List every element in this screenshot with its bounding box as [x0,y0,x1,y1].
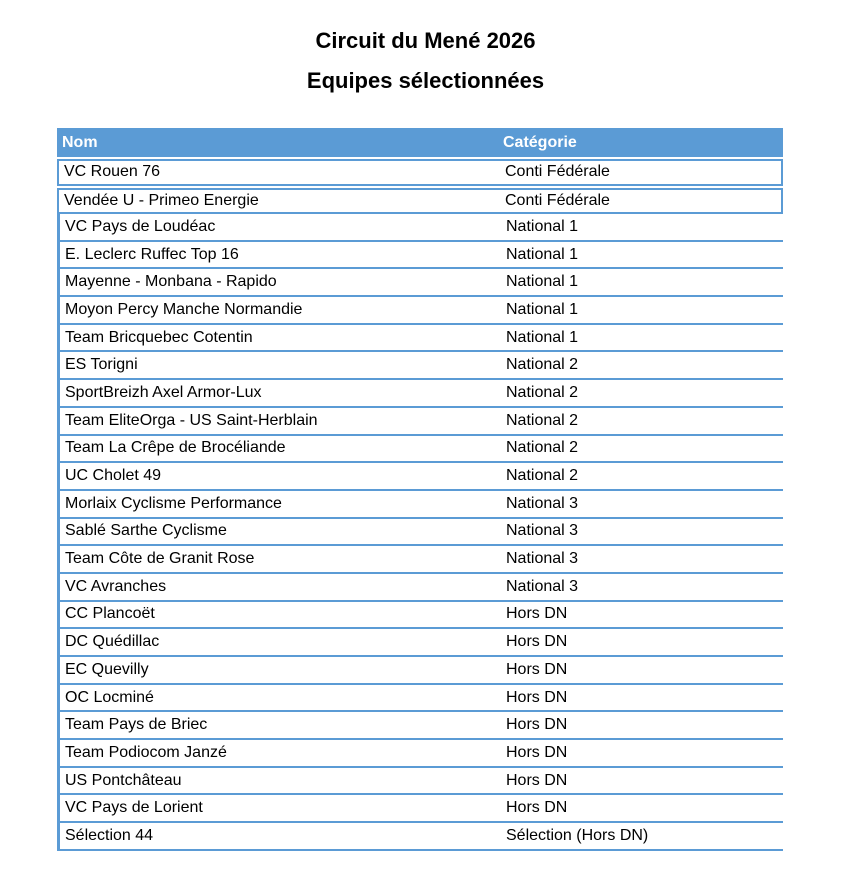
cell-categorie: Hors DN [506,633,568,651]
cell-nom: Team La Crêpe de Brocéliande [65,439,286,457]
cell-categorie: National 1 [506,328,579,346]
cell-nom: OC Locminé [65,688,154,706]
table-row [57,602,783,630]
table-row [57,408,783,436]
table-row [57,297,783,325]
cell-nom: US Pontchâteau [65,771,182,789]
cell-nom: EC Quevilly [65,660,149,678]
cell-categorie: Hors DN [506,605,568,623]
cell-categorie: National 3 [506,494,579,512]
cell-categorie: Conti Fédérale [505,163,610,181]
cell-nom: VC Pays de Loudéac [65,217,216,235]
table-row [57,436,783,464]
cell-nom: VC Rouen 76 [64,163,161,181]
header-nom: Nom [62,133,98,151]
cell-nom: Sablé Sarthe Cyclisme [65,522,227,540]
table-row [57,325,783,353]
cell-categorie: National 3 [506,550,579,568]
cell-categorie: National 1 [506,300,579,318]
cell-categorie: National 2 [506,411,579,429]
table-row [57,574,783,602]
table-row [57,823,783,851]
cell-nom: Mayenne - Monbana - Rapido [65,273,277,291]
cell-categorie: National 1 [506,273,579,291]
cell-nom: Sélection 44 [65,826,154,844]
cell-nom: CC Plancoët [65,605,155,623]
cell-nom: Team Podiocom Janzé [65,743,227,761]
cell-categorie: Hors DN [506,743,568,761]
cell-nom: SportBreizh Axel Armor-Lux [65,383,262,401]
cell-nom: UC Cholet 49 [65,467,162,485]
table-row [57,546,783,574]
cell-categorie: National 2 [506,383,579,401]
table-body [57,159,783,851]
cell-categorie: Sélection (Hors DN) [506,826,649,844]
table-row [57,269,783,297]
cell-nom: Moyon Percy Manche Normandie [65,300,303,318]
cell-categorie: Conti Fédérale [505,191,610,209]
table-row [57,214,783,242]
cell-categorie: National 2 [506,439,579,457]
table-row [57,242,783,270]
title-line-1: Circuit du Mené 2026 [315,28,536,53]
table-row [57,712,783,740]
table-row [57,629,783,657]
table-row [57,519,783,547]
table-row [57,188,783,215]
title-line-2: Equipes sélectionnées [306,68,545,93]
cell-categorie: National 3 [506,577,579,595]
cell-categorie: National 2 [506,356,579,374]
cell-nom: Team Bricquebec Cotentin [65,328,253,346]
cell-categorie: National 3 [506,522,579,540]
cell-nom: Morlaix Cyclisme Performance [65,494,282,512]
cell-categorie: Hors DN [506,660,568,678]
cell-nom: ES Torigni [65,356,138,374]
cell-nom: E. Leclerc Ruffec Top 16 [65,245,239,263]
table-row [57,380,783,408]
cell-categorie: National 1 [506,245,579,263]
cell-nom: VC Avranches [65,577,167,595]
table-row [57,159,783,186]
table-row [57,352,783,380]
cell-categorie: National 2 [506,467,579,485]
cell-nom: Team Pays de Briec [65,716,208,734]
cell-categorie: National 1 [506,217,579,235]
table-row [57,657,783,685]
table-header-row [57,128,783,157]
cell-nom: Team Côte de Granit Rose [65,550,255,568]
table-row [57,685,783,713]
page-title [0,21,851,101]
cell-categorie: Hors DN [506,771,568,789]
cell-nom: DC Quédillac [65,633,160,651]
header-categorie: Catégorie [503,133,577,151]
cell-categorie: Hors DN [506,799,568,817]
table-row [57,740,783,768]
table-row [57,463,783,491]
cell-categorie: Hors DN [506,688,568,706]
cell-categorie: Hors DN [506,716,568,734]
teams-table [57,128,783,851]
cell-nom: Team EliteOrga - US Saint-Herblain [65,411,318,429]
cell-nom: Vendée U - Primeo Energie [64,191,259,209]
table-row [57,491,783,519]
cell-nom: VC Pays de Lorient [65,799,203,817]
table-row [57,795,783,823]
table-row [57,768,783,796]
